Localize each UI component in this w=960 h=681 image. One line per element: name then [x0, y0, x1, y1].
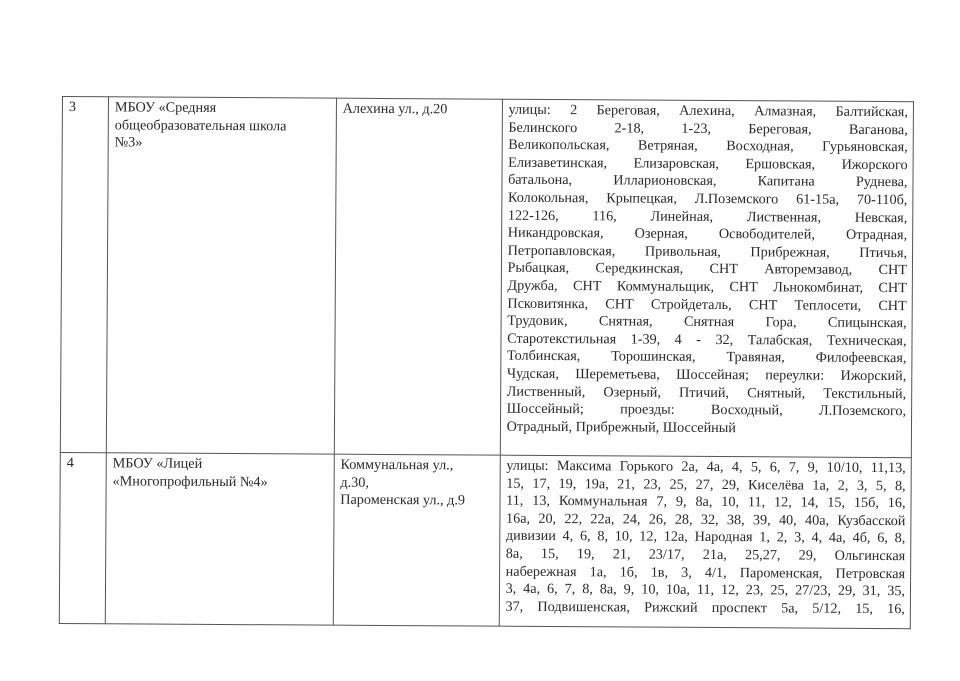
streets-line: набережная 1а, 1б, 1в, 3, 4/1, Пароменская, Петровская: [505, 563, 906, 582]
school-name: [105, 453, 334, 625]
streets-line: 16а, 20, 22, 22а, 24, 26, 28, 32, 38, 39, 40, 40а, Кузбасской: [505, 510, 906, 529]
streets-line: Трудовик, Снятная, Снятная Гора, Спицынская,: [507, 312, 907, 332]
streets-line: улицы: Максима Горького 2а, 4а, 4, 5, 6, 7, 9, 10/10, 11,13,: [506, 457, 906, 477]
streets-line: Лиственный, Озерный, Птичий, Снятный, Текстильный,: [506, 383, 907, 402]
assigned-streets: [500, 99, 914, 458]
address-line: Коммунальная ул.,: [340, 456, 454, 474]
streets-line: Петропавловская, Привольная, Прибрежная, Птичья,: [507, 242, 908, 261]
address-line: Алехина ул., д.20: [342, 100, 448, 118]
school-name: [106, 97, 336, 454]
streets-line: Чудская, Шереметьева, Шоссейная; переулки: Ижорский,: [506, 365, 907, 385]
school-name-line: №3»: [114, 134, 143, 151]
streets-line: Псковитянка, СНТ Стройдеталь, СНТ Теплосети, СНТ: [507, 295, 907, 314]
school-name-line: «Многопрофильный №4»: [112, 472, 268, 490]
streets-line: Белинского 2-18, 1-23, Береговая, Ваганова,: [508, 119, 908, 138]
table-row: [60, 97, 913, 458]
streets-line: батальона, Илларионовская, Капитана Руднева,: [508, 172, 908, 191]
streets-line: 37, Подвишенская, Рижский проспект 5а, 5/12, 15, 16,: [505, 598, 905, 617]
streets-line: Колокольная, Крыпецкая, Л.Поземского 61-15а, 70-110б,: [507, 189, 908, 209]
streets-line: 8а, 15, 19, 21, 23/17, 21а, 25,27, 29, Ольгинская: [505, 545, 906, 565]
streets-line: 11, 13, Коммунальная 7, 9, 8а, 10, 11, 12, 14, 15, 15б, 16,: [506, 492, 906, 512]
streets-line: Великопольская, Ветряная, Восходная, Гурьяновская,: [508, 136, 908, 156]
streets-line: Старотекстильная 1-39, 4 - 32, Талабская, Техническая,: [507, 330, 907, 349]
row-number: 3: [60, 97, 108, 453]
streets-line: Отрадный, Прибрежный, Шоссейный: [506, 418, 736, 436]
school-districts-table: [59, 96, 914, 629]
school-name-line: МБОУ «Средняя: [114, 99, 217, 116]
streets-line: улицы: 2 Береговая, Алехина, Алмазная, Балтийская,: [508, 101, 908, 121]
streets-line: 3, 4а, 6, 7, 8, 8а, 9, 10, 10а, 11, 12, 23, 25, 27/23, 29, 31, 35,: [505, 580, 906, 600]
streets-line: Дружба, СНТ Коммунальщик, СНТ Льнокомбинат, СНТ: [507, 277, 907, 297]
address-line: Пароменская ул., д.9: [340, 491, 466, 509]
school-name-line: МБОУ «Лицей: [112, 455, 203, 472]
school-address: [333, 454, 500, 626]
table-row: [59, 452, 911, 628]
school-address: [334, 98, 502, 455]
streets-line: 122-126, 116, Линейная, Лиственная, Невская,: [507, 207, 908, 226]
streets-line: дивизии 4, 6, 8, 10, 12, 12а, Народная 1, 2, 3, 4, 4а, 4б, 6, 8,: [505, 528, 906, 547]
streets-line: 15, 17, 19, 19а, 21, 23, 25, 27, 29, Киселёва 1а, 2, 3, 5, 8,: [506, 475, 906, 494]
address-line: д.30,: [340, 474, 369, 491]
school-name-line: общеобразовательная школа: [114, 116, 287, 134]
assigned-streets: [499, 455, 911, 629]
row-number: 4: [59, 452, 106, 623]
streets-line: Рыбацкая, Середкинская, СНТ Авторемзавод, СНТ: [507, 260, 907, 279]
streets-line: Елизаветинская, Елизаровская, Ершовская, Ижорского: [508, 154, 908, 173]
streets-line: Шоссейный; проезды: Восходный, Л.Поземского,: [506, 400, 907, 420]
streets-line: Никандровская, Озерная, Освободителей, Отрадная,: [507, 224, 908, 244]
streets-line: Толбинская, Торошинская, Травяная, Филофеевская,: [506, 348, 907, 367]
